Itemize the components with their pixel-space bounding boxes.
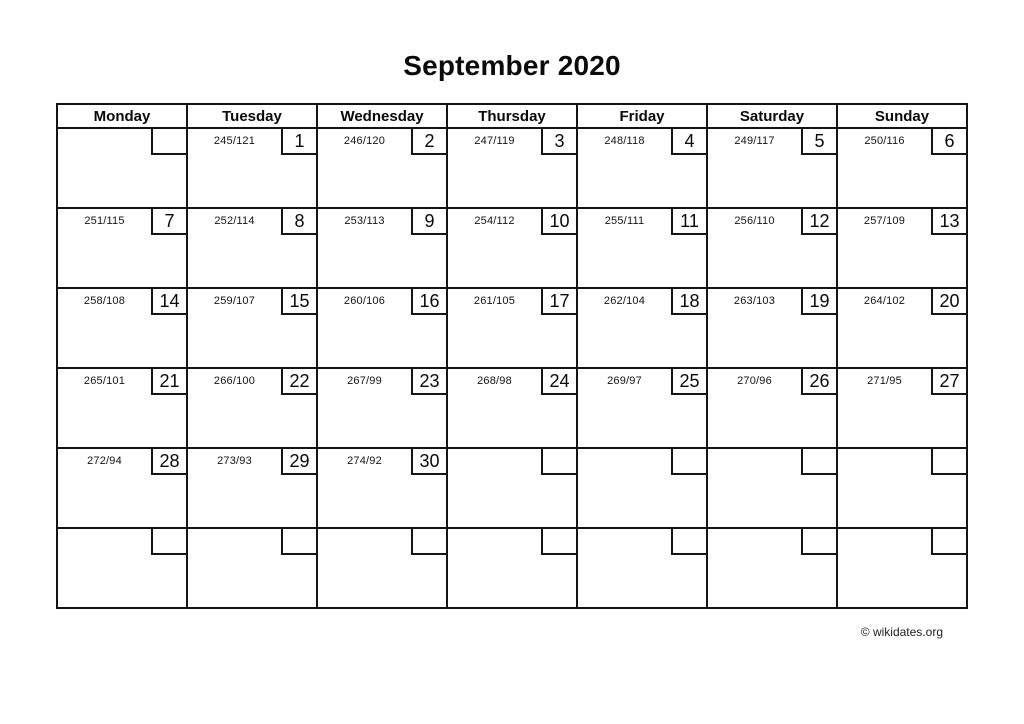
weekday-header-monday: Monday [57, 104, 187, 128]
page-title: September 2020 [403, 50, 621, 81]
day-number: 20 [939, 291, 960, 311]
day-cell [707, 448, 837, 528]
day-of-year-label: 253/113 [344, 215, 385, 227]
day-number-box [931, 449, 966, 475]
day-number-box [411, 449, 446, 475]
day-number: 12 [809, 211, 830, 231]
weekday-header-row [57, 104, 967, 128]
day-number-box [411, 289, 446, 315]
weekday-header-wednesday: Wednesday [317, 104, 447, 128]
day-cell [187, 368, 317, 448]
day-cell [837, 448, 967, 528]
day-number: 11 [680, 211, 699, 231]
day-cell [187, 288, 317, 368]
day-of-year-label: 249/117 [734, 135, 775, 147]
day-of-year-label [578, 449, 671, 473]
day-number: 14 [159, 291, 180, 311]
day-number: 22 [289, 371, 310, 391]
calendar-page [0, 50, 1024, 724]
site-credit: © wikidates.org [860, 625, 943, 639]
day-number-box [671, 129, 706, 155]
day-number-box [931, 369, 966, 395]
day-of-year-label: 257/109 [863, 215, 906, 227]
day-cell [57, 208, 187, 288]
day-number-box [541, 289, 576, 315]
day-of-year-label: 248/118 [604, 135, 645, 147]
day-cell [837, 288, 967, 368]
day-number-box [541, 209, 576, 235]
day-number: 18 [679, 291, 700, 311]
day-number: 29 [289, 451, 310, 471]
day-cell [707, 208, 837, 288]
day-of-year-label: 274/92 [347, 455, 382, 467]
week-row [57, 528, 967, 608]
day-number-box [411, 529, 446, 555]
day-number: 30 [419, 451, 440, 471]
day-number-box [541, 129, 576, 155]
day-of-year-label: 250/116 [864, 135, 905, 147]
day-number-box [151, 449, 186, 475]
day-of-year-label [188, 529, 281, 553]
day-number: 17 [549, 291, 570, 311]
day-cell [57, 368, 187, 448]
day-cell [187, 208, 317, 288]
day-cell [187, 128, 317, 208]
day-number-box [281, 449, 316, 475]
day-cell [707, 128, 837, 208]
day-number: 24 [549, 371, 570, 391]
day-number-box [281, 209, 316, 235]
day-number: 23 [419, 371, 440, 391]
day-cell [57, 528, 187, 608]
day-cell [837, 368, 967, 448]
day-cell [447, 448, 577, 528]
day-number: 16 [419, 291, 440, 311]
day-number: 1 [294, 131, 305, 151]
day-of-year-label: 255/111 [604, 215, 645, 227]
week-row [57, 448, 967, 528]
day-cell [837, 128, 967, 208]
day-number: 13 [939, 211, 960, 231]
day-number-box [151, 369, 186, 395]
day-cell [577, 368, 707, 448]
day-number: 5 [814, 131, 825, 151]
day-number-box [801, 449, 836, 475]
day-of-year-label [448, 449, 541, 473]
day-of-year-label [578, 529, 671, 553]
day-cell [837, 528, 967, 608]
weekday-header-friday: Friday [577, 104, 707, 128]
day-cell [447, 368, 577, 448]
day-cell [57, 288, 187, 368]
day-number-box [541, 529, 576, 555]
day-cell [577, 528, 707, 608]
day-of-year-label: 264/102 [863, 295, 906, 307]
day-number-box [801, 369, 836, 395]
day-number-box [411, 209, 446, 235]
day-of-year-label: 272/94 [87, 455, 122, 467]
weekday-header-sunday: Sunday [837, 104, 967, 128]
day-number-box [151, 529, 186, 555]
day-number-box [931, 209, 966, 235]
day-number-box [151, 289, 186, 315]
weekday-header-thursday: Thursday [447, 104, 577, 128]
day-of-year-label [318, 529, 411, 553]
day-cell [577, 448, 707, 528]
day-of-year-label: 259/107 [213, 295, 256, 307]
day-cell [577, 128, 707, 208]
day-number-box [671, 289, 706, 315]
day-number-box [151, 129, 186, 155]
week-row [57, 368, 967, 448]
day-of-year-label [838, 529, 931, 553]
day-cell [707, 528, 837, 608]
day-number-box [671, 529, 706, 555]
day-number: 8 [294, 211, 305, 231]
day-number-box [281, 369, 316, 395]
day-number-box [671, 449, 706, 475]
day-cell [707, 368, 837, 448]
day-of-year-label: 258/108 [83, 295, 126, 307]
day-of-year-label: 251/115 [84, 215, 125, 227]
day-of-year-label [58, 529, 151, 553]
day-number: 10 [549, 211, 570, 231]
day-of-year-label: 265/101 [83, 375, 126, 387]
day-number-box [281, 289, 316, 315]
day-number-box [671, 209, 706, 235]
week-row [57, 208, 967, 288]
day-number: 25 [679, 371, 700, 391]
day-number-box [801, 129, 836, 155]
day-of-year-label: 273/93 [217, 455, 252, 467]
day-cell [317, 528, 447, 608]
day-of-year-label: 270/96 [737, 375, 772, 387]
day-number: 26 [809, 371, 830, 391]
day-number: 27 [939, 371, 960, 391]
footer [56, 623, 968, 641]
day-number: 21 [159, 371, 180, 391]
day-of-year-label [838, 449, 931, 473]
day-number-box [411, 129, 446, 155]
day-of-year-label: 266/100 [213, 375, 256, 387]
day-number-box [801, 209, 836, 235]
day-of-year-label [708, 449, 801, 473]
day-number: 2 [424, 131, 435, 151]
day-of-year-label [708, 529, 801, 553]
day-cell [577, 208, 707, 288]
day-of-year-label [448, 529, 541, 553]
day-number-box [931, 129, 966, 155]
day-number: 19 [809, 291, 830, 311]
day-cell [317, 208, 447, 288]
day-number-box [801, 529, 836, 555]
day-of-year-label: 256/110 [734, 215, 775, 227]
day-cell [447, 128, 577, 208]
day-cell [317, 288, 447, 368]
day-number-box [931, 289, 966, 315]
day-of-year-label: 260/106 [343, 295, 386, 307]
day-of-year-label: 247/119 [474, 135, 515, 147]
day-number: 4 [684, 131, 695, 151]
day-number-box [411, 369, 446, 395]
day-number: 3 [554, 131, 565, 151]
day-of-year-label: 262/104 [603, 295, 646, 307]
day-cell [57, 128, 187, 208]
day-number: 15 [289, 291, 310, 311]
day-number-box [931, 529, 966, 555]
day-number-box [801, 289, 836, 315]
day-cell [447, 528, 577, 608]
day-of-year-label: 252/114 [214, 215, 255, 227]
day-number: 9 [424, 211, 435, 231]
day-cell [187, 448, 317, 528]
day-of-year-label: 268/98 [477, 375, 512, 387]
day-of-year-label: 271/95 [867, 375, 902, 387]
week-row [57, 128, 967, 208]
day-of-year-label: 246/120 [343, 135, 386, 147]
day-number-box [541, 449, 576, 475]
day-of-year-label: 267/99 [347, 375, 382, 387]
day-cell [447, 288, 577, 368]
day-number: 28 [159, 451, 180, 471]
calendar-body [57, 128, 967, 608]
day-number-box [671, 369, 706, 395]
day-of-year-label: 263/103 [733, 295, 776, 307]
day-of-year-label [58, 129, 151, 153]
calendar-table [56, 103, 968, 609]
day-number-box [151, 209, 186, 235]
weekday-header-tuesday: Tuesday [187, 104, 317, 128]
day-of-year-label: 269/97 [607, 375, 642, 387]
day-of-year-label: 261/105 [473, 295, 516, 307]
day-cell [57, 448, 187, 528]
calendar-container [56, 103, 968, 609]
day-cell [837, 208, 967, 288]
day-cell [707, 288, 837, 368]
day-cell [317, 128, 447, 208]
day-number-box [541, 369, 576, 395]
day-of-year-label: 254/112 [474, 215, 515, 227]
day-cell [187, 528, 317, 608]
day-number: 6 [944, 131, 955, 151]
day-number-box [281, 529, 316, 555]
day-cell [317, 448, 447, 528]
day-of-year-label: 245/121 [213, 135, 256, 147]
day-cell [317, 368, 447, 448]
day-cell [577, 288, 707, 368]
weekday-header-saturday: Saturday [707, 104, 837, 128]
day-number-box [281, 129, 316, 155]
day-cell [447, 208, 577, 288]
day-number: 7 [164, 211, 175, 231]
week-row [57, 288, 967, 368]
